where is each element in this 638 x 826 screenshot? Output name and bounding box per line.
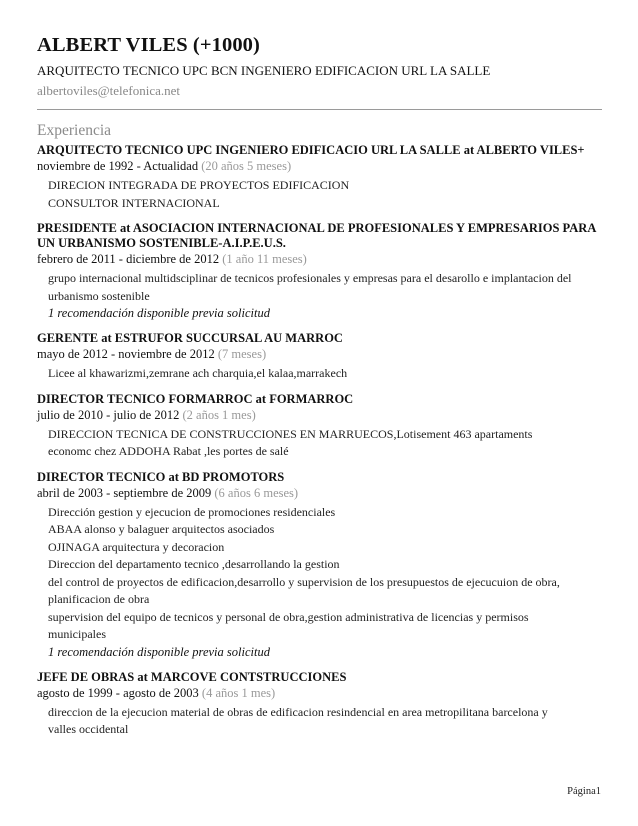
job-description-line: del control de proyectos de edificacion,desarrollo y supervision de los presupuestos de ejecucuion de obra, [48,574,560,589]
job-title: DIRECTOR TECNICO at BD PROMOTORS [37,469,285,484]
job-date-range: febrero de 2011 - diciembre de 2012 [37,252,220,266]
resume-page [37,32,602,739]
job-dates [37,251,602,268]
job-duration: (4 años 1 mes) [201,685,276,700]
job-description-line: CONSULTOR INTERNACIONAL [48,195,220,210]
job-description-line: Licee al khawarizmi,zemrane ach charquia,el kalaa,marrakech [48,366,348,380]
job-description [48,270,602,305]
job-description [48,504,602,644]
experience-item [37,670,602,739]
job-dates [37,685,602,702]
job-duration: (2 años 1 mes) [182,407,256,422]
profile-name: ALBERT VILES (+1000) [37,34,260,56]
recommendation-note: 1 recomendación disponible previa solicitud [48,306,270,320]
job-description-line: grupo internacional multidsciplinar de tecnicos profesionales y empresas para el desarollo e implantacion del [48,271,572,285]
job-description-line: direccion de la ejecucion material de obras de edificacion resindencial en area metropilitana barcelona y [48,704,548,719]
job-description-line: Dirección gestion y ejecucion de promociones residenciales [48,504,336,519]
job-dates [37,346,602,363]
job-title: ARQUITECTO TECNICO UPC INGENIERO EDIFICACIO URL LA SALLE at ALBERTO VILES+ [37,143,585,157]
job-description-line: economc chez ADDOHA Rabat ,les portes de salé [48,444,289,458]
job-description-line: supervision del equipo de tecnicos y personal de obra,gestion administrativa de licencias y permisos [48,609,529,624]
job-description [48,426,602,461]
profile-email[interactable]: albertoviles@telefonica.net [37,83,180,98]
experience-item [37,392,602,461]
job-description-line: ABAA alonso y balaguer arquitectos asociados [48,522,275,536]
job-description-line: municipales [48,627,106,641]
job-description [48,177,602,212]
job-description-line: urbanismo sostenible [48,288,150,303]
job-description-line: OJINAGA arquitectura y decoracion [48,539,225,554]
experience-item [37,331,602,383]
experience-item [37,143,602,212]
job-dates [37,407,602,424]
job-title: GERENTE at ESTRUFOR SUCCURSAL AU MARROC [37,331,343,345]
job-title: PRESIDENTE at ASOCIACION INTERNACIONAL DE PROFESIONALES Y EMPRESARIOS PARA UN URBANISMO SOSTENIBLE-A.I.P.E.U.S. [37,221,596,250]
section-title-experience: Experiencia [37,122,112,139]
job-description-line: planificacion de obra [48,592,150,606]
job-date-range: agosto de 1999 - agosto de 2003 [37,685,199,700]
experience-item [37,470,602,661]
job-duration: (1 año 11 meses) [222,252,307,266]
job-duration: (6 años 6 meses) [214,485,299,500]
header-divider [37,109,602,110]
job-date-range: abril de 2003 - septiembre de 2009 [37,485,212,500]
job-date-range: mayo de 2012 - noviembre de 2012 [37,347,215,361]
job-duration: (7 meses) [217,347,267,361]
recommendation-note: 1 recomendación disponible previa solicitud [48,644,270,659]
job-dates [37,158,602,175]
job-date-range: julio de 2010 - julio de 2012 [37,407,180,422]
job-description [48,704,602,739]
job-description-line: Direccion del departamento tecnico ,desarrollando la gestion [48,557,340,571]
job-dates [37,485,602,502]
job-title: JEFE DE OBRAS at MARCOVE CONTSTRUCCIONES [37,669,347,684]
job-description-line: valles occidental [48,722,129,736]
job-description-line: DIRECION INTEGRADA DE PROYECTOS EDIFICACION [48,178,350,192]
job-description-line: DIRECCION TECNICA DE CONSTRUCCIONES EN MARRUECOS,Lotisement 463 apartaments [48,426,533,441]
profile-headline: ARQUITECTO TECNICO UPC BCN INGENIERO EDIFICACION URL LA SALLE [37,63,491,78]
job-title: DIRECTOR TECNICO FORMARROC at FORMARROC [37,391,354,406]
job-duration: (20 años 5 meses) [201,159,292,173]
job-date-range: noviembre de 1992 - Actualidad [37,159,199,173]
job-description [48,365,602,383]
experience-item [37,221,602,322]
experience-list [37,143,602,739]
page-number: Página1 [567,786,601,797]
